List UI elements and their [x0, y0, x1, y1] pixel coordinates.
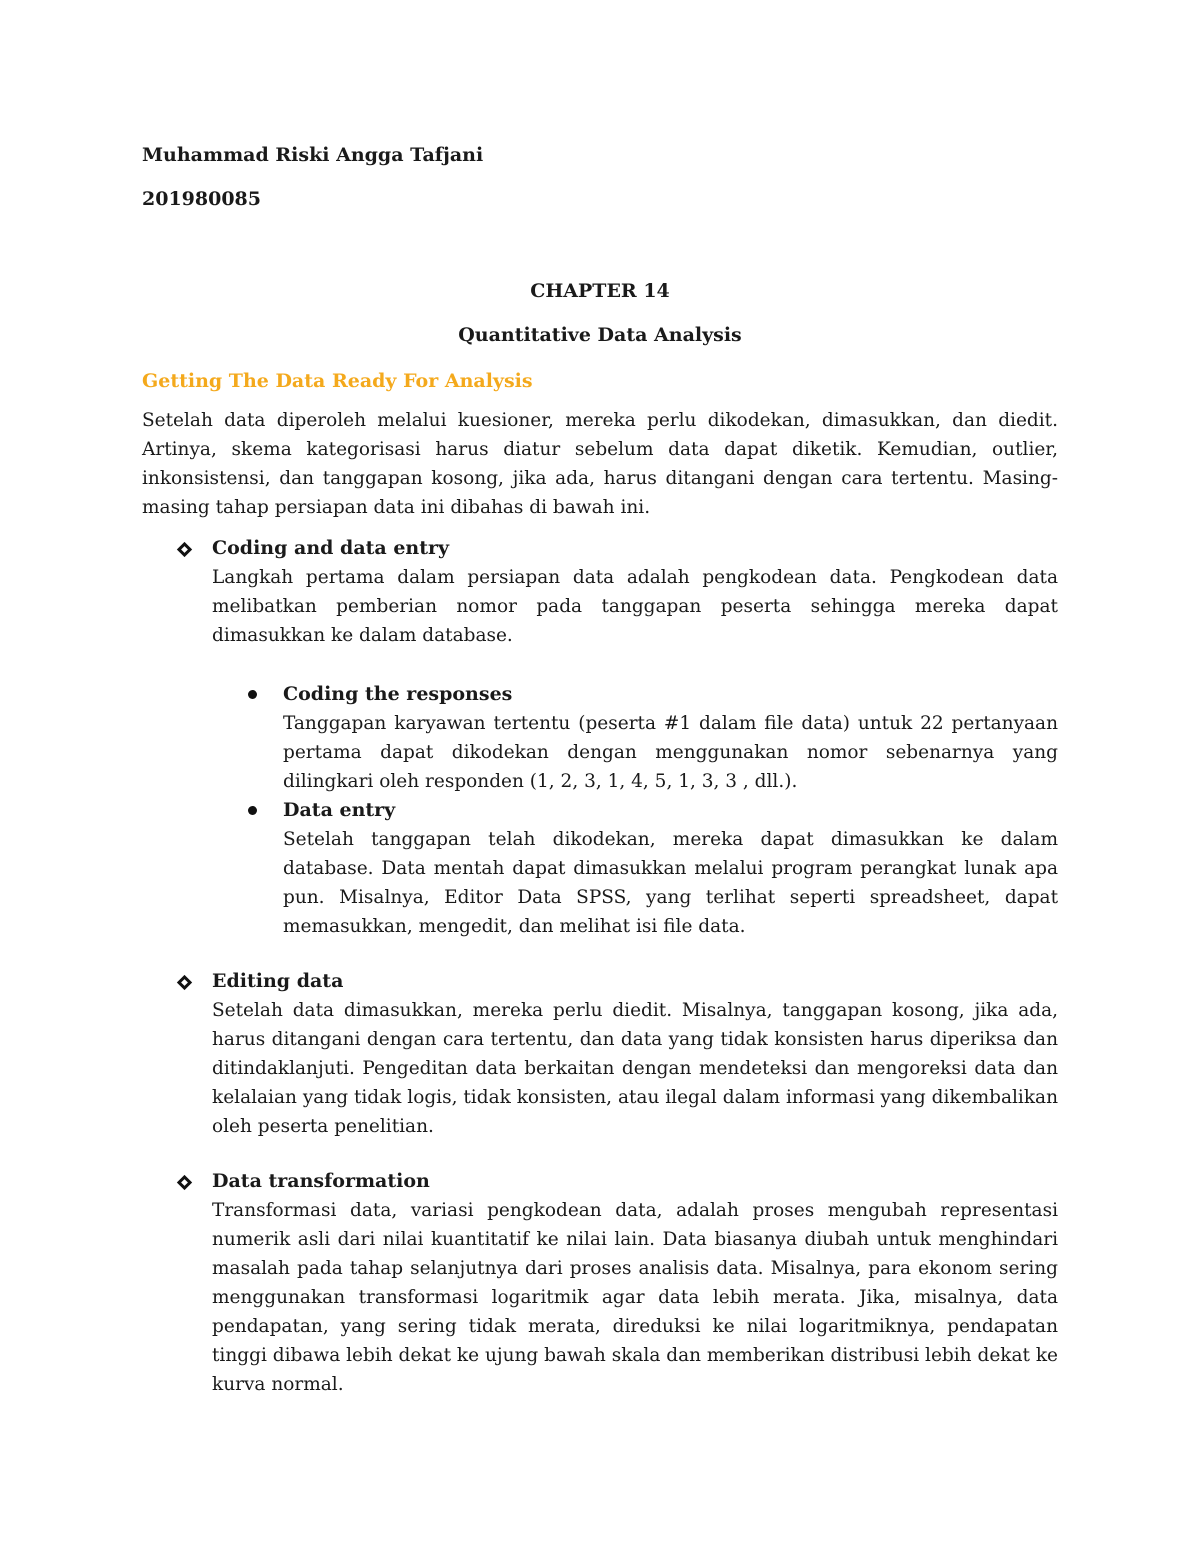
sub-item-text: Setelah tanggapan telah dikodekan, mereka dapat dimasukkan ke dalam database. Data mentah dapat dimasukkan melalui program perangkat lunak apa pun. Misalnya, Editor Data SPSS, yang terlihat seperti spreadsheet, dapat memasukkan, mengedit, dan melihat isi file data. [283, 829, 1058, 937]
diamond-bullet-icon [176, 541, 193, 558]
item-text: Transformasi data, variasi pengkodean data, adalah proses mengubah representasi numerik asli dari nilai kuantitatif ke nilai lain. Data biasanya diubah untuk menghindari masalah pada tahap selanjutnya dari proses analisis data. Misalnya, para ekonom sering menggunakan transformasi logaritmik agar data lebih merata. Jika, misalnya, data pendapatan, yang sering tidak merata, direduksi ke nilai logaritmiknya, pendapatan tinggi dibawa lebih dekat ke ujung bawah skala dan memberikan distribusi lebih dekat ke kurva normal. [212, 1200, 1058, 1395]
item-text: Setelah data dimasukkan, mereka perlu diedit. Misalnya, tanggapan kosong, jika ada, harus ditangani dengan cara tertentu, dan data yang tidak konsisten harus diperiksa dan ditindaklanjuti. Pengeditan data berkaitan dengan mendeteksi dan mengoreksi data dan kelalaian yang tidak logis, tidak konsisten, atau ilegal dalam informasi yang dikembalikan oleh peserta penelitian. [212, 1000, 1058, 1137]
diamond-bullet-icon [176, 974, 193, 991]
list-item-coding-and-data-entry [142, 534, 1058, 650]
round-bullet-icon [248, 806, 257, 815]
sub-item-title: Data entry [283, 799, 396, 821]
sub-item-text: Tanggapan karyawan tertentu (peserta #1 dalam file data) untuk 22 pertanyaan pertama dapat dikodekan dengan menggunakan nomor sebenarnya yang dilingkari oleh responden (1, 2, 3, 1, 4, 5, 1, 3, 3 , dll.). [283, 713, 1058, 792]
chapter-label: CHAPTER 14 [530, 280, 670, 302]
author-name: Muhammad Riski Angga Tafjani [142, 144, 484, 166]
round-bullet-icon [248, 690, 257, 699]
sub-item-title: Coding the responses [283, 683, 513, 705]
section-intro: Setelah data diperoleh melalui kuesioner, mereka perlu dikodekan, dimasukkan, dan diedit. Artinya, skema kategorisasi harus diatur sebelum data dapat diketik. Kemudian, outlier, inkonsistensi, dan tanggapan kosong, jika ada, harus ditangani dengan cara tertentu. Masing-masing tahap persiapan data ini dibahas di bawah ini. [142, 410, 1058, 518]
sub-list-item-coding-the-responses [142, 680, 1058, 796]
item-text: Langkah pertama dalam persiapan data adalah pengkodean data. Pengkodean data melibatkan pemberian nomor pada tanggapan peserta sehingga mereka dapat dimasukkan ke dalam database. [212, 567, 1058, 646]
chapter-title: Quantitative Data Analysis [458, 324, 742, 346]
sub-list [142, 680, 1058, 941]
list-item-data-transformation [142, 1167, 1058, 1399]
item-title: Coding and data entry [212, 537, 450, 559]
item-title: Data transformation [212, 1170, 430, 1192]
section-heading: Getting The Data Ready For Analysis [142, 370, 533, 392]
document-page [142, 140, 1058, 1399]
student-id: 201980085 [142, 188, 261, 210]
sub-list-item-data-entry [142, 796, 1058, 941]
item-title: Editing data [212, 970, 344, 992]
diamond-bullet-icon [176, 1174, 193, 1191]
list-item-editing-data [142, 967, 1058, 1141]
